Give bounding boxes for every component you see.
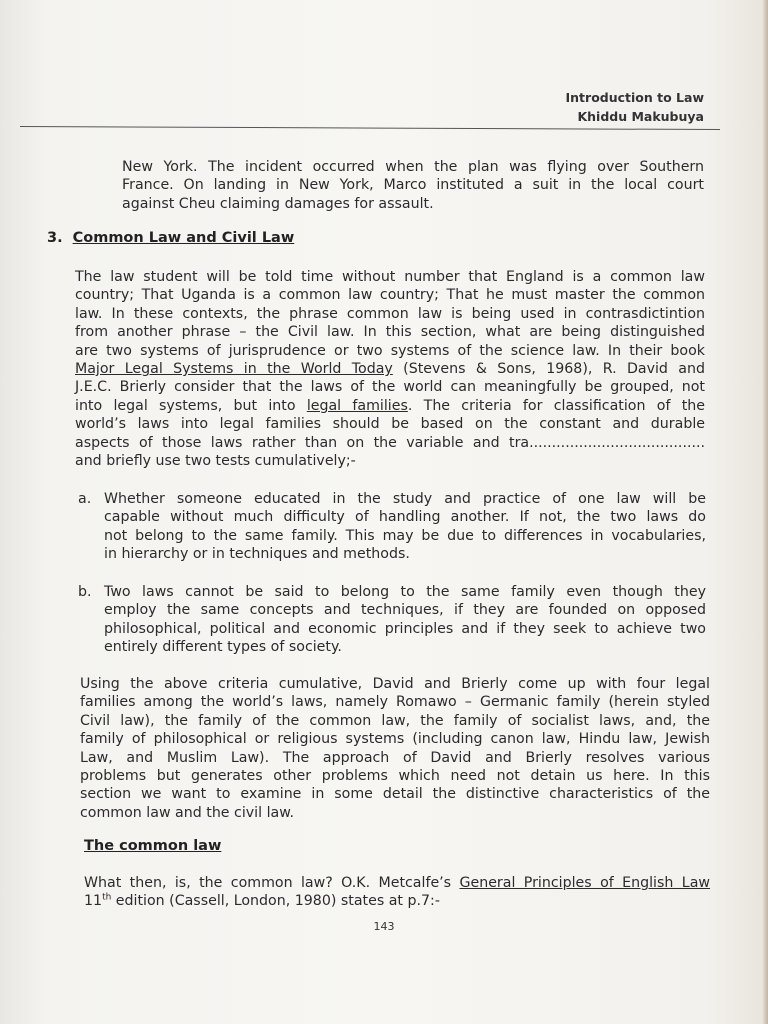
header-divider <box>20 126 720 130</box>
legal-families-term: legal families <box>306 397 408 414</box>
section-title: Common Law and Civil Law <box>72 230 295 246</box>
text-line <box>75 397 705 415</box>
text-fragment: Two laws cannot be said to belong to the same family even though they <box>104 584 706 600</box>
text-line: are two systems of jurisprudence or two systems of the science law. In their book <box>75 342 705 359</box>
text-line: problems but generates other problems which need not detain us here. In this <box>80 768 710 785</box>
text-line: Civil law), the family of the common law, the family of socialist laws, and, the <box>80 712 710 729</box>
intro-paragraph <box>122 158 704 213</box>
text-line: entirely different types of society. <box>104 639 342 656</box>
text-line: in hierarchy or in techniques and methods. <box>104 546 410 563</box>
book-title-link: General Principles of English Law <box>459 875 710 891</box>
edition-suffix: th <box>102 892 112 903</box>
section-paragraph-1 <box>75 268 705 470</box>
page-edge-shadow <box>762 0 768 1024</box>
subsection-heading: The common law <box>84 838 222 854</box>
list-item-a <box>78 490 706 564</box>
section-number: 3. <box>47 230 63 246</box>
book-title-link: Major Legal Systems in the World Today <box>75 361 393 378</box>
edition-number: 11 <box>84 893 103 910</box>
text-line: capable without much difficulty of handling another. If not, the two laws do <box>104 509 706 526</box>
text-line <box>84 874 710 892</box>
list-item-b <box>78 583 706 657</box>
common-law-paragraph <box>84 874 710 911</box>
text-line: world’s laws into legal families should be based on the constant and durable <box>75 416 705 433</box>
list-marker: a. <box>78 491 92 507</box>
text-line: section we want to examine in some detail the distinctive characteristics of the <box>80 786 710 803</box>
text-line: employ the same concepts and techniques, if they are founded on opposed <box>104 602 706 619</box>
text-line: family of philosophical or religious systems (including canon law, Hindu law, Jewish <box>80 731 710 748</box>
text-fragment: edition (Cassell, London, 1980) states at p.7:- <box>111 893 440 910</box>
text-line: against Cheu claiming damages for assault. <box>122 195 434 212</box>
section-heading <box>47 230 294 246</box>
text-line: philosophical, political and economic principles and if they seek to achieve two <box>104 620 706 637</box>
text-line <box>84 892 710 910</box>
text-fragment: Whether someone educated in the study and practice of one law will be <box>104 491 706 507</box>
text-fragment: into legal systems, but into <box>75 397 307 414</box>
running-header <box>566 88 705 126</box>
text-line: Law, and Muslim Law). The approach of David and Brierly resolves various <box>80 749 710 766</box>
text-line: not belong to the same family. This may be due to differences in vocabularies, <box>104 527 706 544</box>
text-line: families among the world’s laws, namely Romawo – Germanic family (herein styled <box>80 694 710 711</box>
text-line: common law and the civil law. <box>80 804 295 821</box>
text-line: law. In these contexts, the phrase common law is being used in contrasdictintion <box>75 305 705 322</box>
section-paragraph-2 <box>80 675 710 822</box>
text-fragment: (Stevens & Sons, 1968), R. David and <box>392 361 705 378</box>
header-author: Khiddu Makubuya <box>577 109 704 124</box>
text-line: country; That Uganda is a common law country; That he must master the common <box>75 287 705 304</box>
text-line: and briefly use two tests cumulatively;- <box>75 453 356 470</box>
text-line <box>78 490 706 508</box>
text-line: New York. The incident occurred when the plan was flying over Southern <box>122 159 704 175</box>
list-marker: b. <box>78 584 92 600</box>
page-number: 143 <box>373 920 395 933</box>
text-line <box>75 360 705 378</box>
text-line: from another phrase – the Civil law. In this section, what are being distinguished <box>75 324 705 341</box>
text-line: aspects of those laws rather than on the variable and tra....................................... <box>75 434 705 451</box>
text-line: The law student will be told time without number that England is a common law <box>75 269 705 285</box>
header-title: Introduction to Law <box>565 90 704 105</box>
text-fragment: . The criteria for classification of the <box>407 397 705 414</box>
text-line <box>78 583 706 601</box>
text-line: J.E.C. Brierly consider that the laws of the world can meaningfully be grouped, not <box>75 379 705 396</box>
text-fragment: What then, is, the common law? O.K. Metcalfe’s <box>84 875 460 891</box>
text-line: France. On landing in New York, Marco instituted a suit in the local court <box>122 177 704 194</box>
text-line: Using the above criteria cumulative, David and Brierly come up with four legal <box>80 676 710 692</box>
